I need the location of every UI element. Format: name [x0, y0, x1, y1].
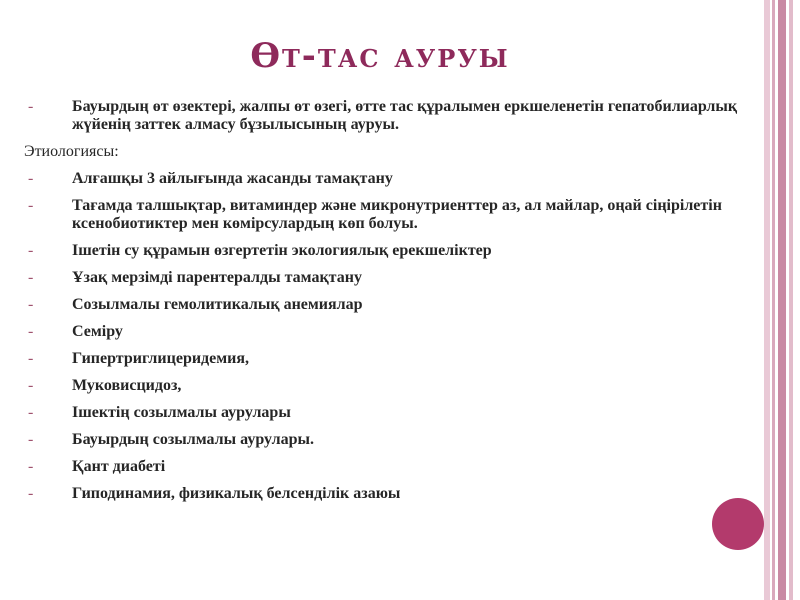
list-item-text: Гиподинамия, физикалық белсенділік азаюы — [72, 485, 401, 502]
bullet-dash: - — [28, 350, 34, 367]
slide-body — [24, 98, 740, 512]
bullet-dash: - — [28, 170, 34, 187]
intro-item — [24, 98, 740, 134]
list-item-text: Қант диабеті — [72, 458, 166, 475]
bullet-dash: - — [28, 98, 34, 115]
slide-title: Өт-тас ауруы — [250, 36, 510, 76]
intro-text: Бауырдың өт өзектері, жалпы өт өзегі, өтте тас құралымен еркшеленетін гепатобилиарлық жүйенің заттек алмасу бұзылысының ауруы. — [72, 98, 738, 133]
bullet-dash: - — [28, 377, 34, 394]
list-item-text: Ішетін су құрамын өзгертетін экологиялық ерекшеліктер — [72, 242, 492, 259]
bullet-dash: - — [28, 458, 34, 475]
list-item — [24, 269, 740, 287]
bullet-dash: - — [28, 404, 34, 421]
list-item-text: Бауырдың созылмалы аурулары. — [72, 431, 314, 448]
bullet-dash: - — [28, 485, 34, 502]
bullet-dash: - — [28, 197, 34, 214]
list-item-text: Тағамда талшықтар, витаминдер және микронутриенттер аз, ал майлар, оңай сіңірілетін ксенобиотиктер мен көмірсулардың көп болуы. — [72, 197, 722, 232]
bullet-dash: - — [28, 269, 34, 286]
list-item-text: Ішектің созылмалы аурулары — [72, 404, 291, 421]
list-item — [24, 242, 740, 260]
bullet-dash: - — [28, 323, 34, 340]
list-item-text: Муковисцидоз, — [72, 377, 182, 394]
bullet-dash: - — [28, 242, 34, 259]
list-item — [24, 350, 740, 368]
list-item — [24, 431, 740, 449]
list-item — [24, 404, 740, 422]
bullet-dash: - — [28, 296, 34, 313]
list-item — [24, 377, 740, 395]
list-item — [24, 323, 740, 341]
list-item — [24, 485, 740, 503]
list-item-text: Алғашқы 3 айлығында жасанды тамақтану — [72, 170, 393, 187]
list-item-text: Семіру — [72, 323, 123, 340]
list-item-text: Ұзақ мерзімді парентералды тамақтану — [72, 269, 362, 286]
list-item-text: Гипертриглицеридемия, — [72, 350, 250, 367]
list-item-text: Созылмалы гемолитикалық анемиялар — [72, 296, 363, 313]
list-item — [24, 458, 740, 476]
etiology-heading: Этиологиясы: — [24, 143, 119, 160]
bullet-dash: - — [28, 431, 34, 448]
list-item — [24, 197, 740, 233]
list-item — [24, 296, 740, 314]
list-item — [24, 170, 740, 188]
decorative-stripes — [764, 0, 800, 600]
decorative-circle — [712, 498, 764, 550]
